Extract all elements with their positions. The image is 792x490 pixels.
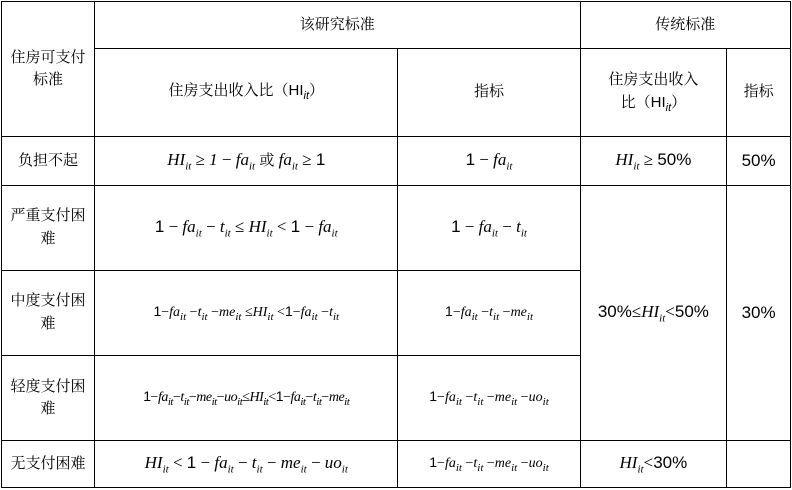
- header-trad-hi-ratio: 住房支出收入 比$(HI_{it})$: [580, 48, 727, 137]
- cell-study-index-3: $1-fa_{it} -t_{it} -me_{it}$: [398, 270, 580, 355]
- table-header-row-1: [2, 2, 791, 49]
- row-label-none: 无支付困难: [2, 441, 95, 488]
- cell-study-ratio-5: $HI_{it} < 1 - fa_{it} - t_{it} - me_{it} - uo_{it}$: [95, 441, 398, 488]
- header-group-traditional: 传统标准: [580, 2, 790, 49]
- table-row: [2, 185, 791, 270]
- cell-trad-ratio-5: $HI_{it}<30\%$: [580, 441, 727, 488]
- row-label-unaffordable: 负担不起: [2, 137, 95, 185]
- housing-affordability-table: [1, 1, 791, 488]
- cell-trad-ratio-2: $30\%\le HI_{it}<50\%$: [580, 185, 727, 440]
- row-label-severe: 严重支付困难: [2, 185, 95, 270]
- cell-study-index-2: $1 - fa_{it} - t_{it}$: [398, 185, 580, 270]
- header-trad-index: 指标: [727, 48, 791, 137]
- header-corner: 住房可支付标准: [2, 2, 95, 137]
- row-label-moderate: 中度支付困难: [2, 270, 95, 355]
- header-group-study: 该研究标准: [95, 2, 581, 49]
- cell-study-ratio-1: $HI_{it} \ge 1 - fa_{it}$ 或 $fa_{it} \ge 1$: [95, 137, 398, 185]
- table-row: [2, 137, 791, 185]
- cell-trad-index-2: 30%: [727, 185, 791, 440]
- header-study-index: 指标: [398, 48, 580, 137]
- cell-study-ratio-3: $1-fa_{it} -t_{it} -me_{it} \le HI_{it} <1-fa_{it} -t_{it}$: [95, 270, 398, 355]
- cell-study-index-5: $1-fa_{it} -t_{it} -me_{it} -uo_{it}$: [398, 441, 580, 488]
- cell-study-ratio-4: $1-fa_{it}-t_{it}-me_{it}-uo_{it}\le HI_{it}<1-fa_{it}-t_{it}-me_{it}$: [95, 356, 398, 441]
- header-study-hi-ratio: 住房支出收入比$(HI_{it})$: [95, 48, 398, 137]
- cell-study-index-4: $1-fa_{it} -t_{it} -me_{it} -uo_{it}$: [398, 356, 580, 441]
- table-row: [2, 441, 791, 488]
- cell-trad-index-5: [727, 441, 791, 488]
- row-label-mild: 轻度支付困难: [2, 356, 95, 441]
- cell-study-ratio-2: $1 - fa_{it} - t_{it} \le HI_{it} < 1 - fa_{it}$: [95, 185, 398, 270]
- table-header-row-2: [2, 48, 791, 137]
- cell-trad-ratio-1: $HI_{it} \ge 50\%$: [580, 137, 727, 185]
- cell-study-index-1: $1 - fa_{it}$: [398, 137, 580, 185]
- cell-trad-index-1: 50%: [727, 137, 791, 185]
